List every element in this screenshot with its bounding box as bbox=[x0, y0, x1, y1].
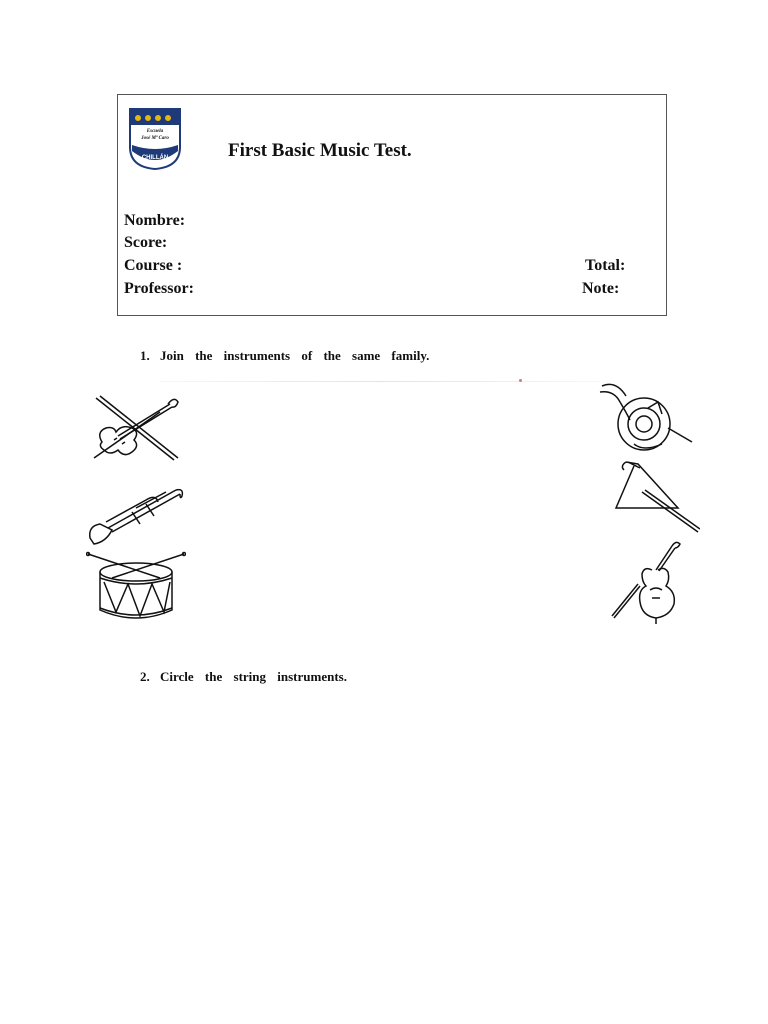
logo-text-line1: Escuela bbox=[146, 129, 164, 134]
header-box bbox=[117, 94, 667, 316]
logo-text-bottom: CHILLÁN bbox=[141, 155, 169, 161]
drum-icon[interactable] bbox=[86, 550, 186, 624]
violin-icon[interactable] bbox=[88, 392, 180, 464]
scan-dot bbox=[519, 379, 522, 382]
french-horn-icon[interactable] bbox=[596, 382, 696, 454]
school-logo-icon bbox=[128, 107, 182, 171]
question-2-number: 2. bbox=[140, 669, 150, 684]
total-label: Total: bbox=[585, 257, 626, 274]
note-label: Note: bbox=[582, 280, 620, 297]
page-title: First Basic Music Test. bbox=[228, 140, 412, 161]
name-label: Nombre: bbox=[124, 212, 186, 229]
question-1 bbox=[140, 348, 429, 364]
question-1-number: 1. bbox=[140, 348, 150, 363]
question-1-text: Join the instruments of the same family. bbox=[160, 348, 430, 363]
triangle-icon[interactable] bbox=[612, 458, 700, 536]
course-label: Course : bbox=[124, 257, 183, 274]
question-2 bbox=[140, 669, 347, 685]
question-2-text: Circle the string instruments. bbox=[160, 669, 347, 684]
professor-label: Professor: bbox=[124, 280, 194, 297]
cello-icon[interactable] bbox=[608, 540, 688, 624]
scan-line bbox=[160, 381, 600, 382]
trombone-icon[interactable] bbox=[86, 478, 186, 548]
score-label: Score: bbox=[124, 234, 168, 251]
logo-text-line2: José Mª Caro bbox=[141, 136, 169, 141]
